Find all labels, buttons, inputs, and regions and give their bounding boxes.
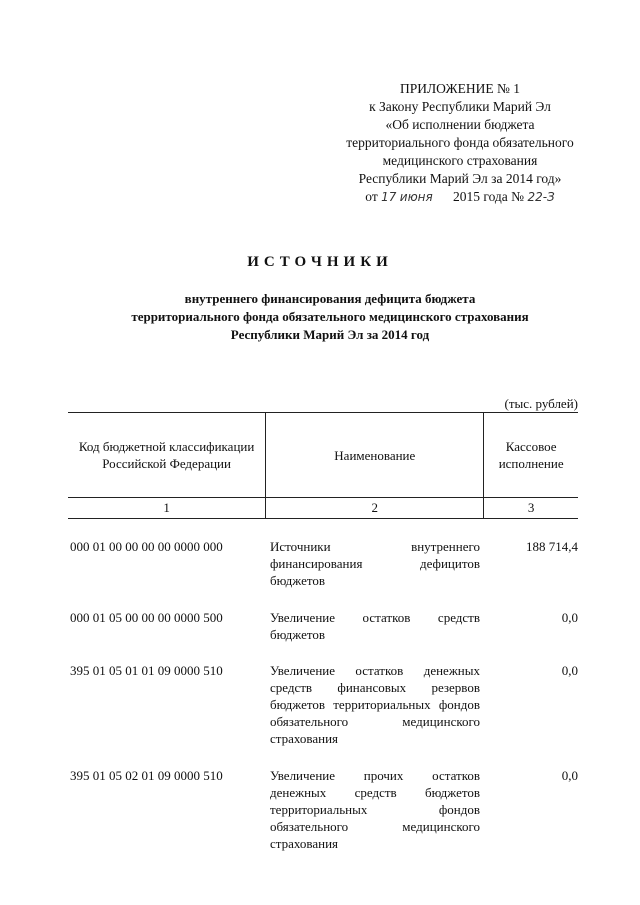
date-month: июня [399, 190, 433, 204]
row-code: 000 01 00 00 00 00 0000 000 [70, 539, 223, 554]
appendix-law-name-line1: «Об исполнении бюджета [385, 117, 535, 132]
table-row [70, 609, 578, 643]
column-number-2: 2 [265, 498, 484, 518]
row-value: 0,0 [561, 663, 578, 678]
appendix-law-name-line2: территориального фонда обязательного [346, 135, 574, 150]
row-value: 0,0 [561, 610, 578, 625]
appendix-law-name-line3: медицинского страхования [382, 153, 538, 168]
document-subtitle [40, 290, 620, 344]
header-value: Кассовое исполнение [498, 439, 564, 471]
row-code: 395 01 05 02 01 09 0000 510 [70, 768, 223, 783]
date-day: 17 [381, 190, 397, 204]
table-header [68, 412, 578, 498]
units-label: (тыс. рублей) [504, 396, 578, 411]
column-number-3: 3 [527, 500, 535, 515]
appendix-law-name-line4: Республики Марий Эл за 2014 год» [358, 171, 562, 186]
subtitle-line2: территориального фонда обязательного медицинского страхования [131, 309, 529, 324]
header-code: Код бюджетной классификации Российской Федерации [78, 439, 255, 471]
appendix-date-line [300, 188, 620, 206]
subtitle-line1: внутреннего финансирования дефицита бюджета [184, 291, 476, 306]
row-code: 395 01 05 01 01 09 0000 510 [70, 663, 223, 678]
document-title: ИСТОЧНИКИ [247, 254, 393, 270]
header-name: Наименование [265, 413, 484, 497]
column-numbers-row [68, 498, 578, 519]
date-year: 2015 года № [453, 189, 525, 204]
row-name: Увеличение остатков средств бюджетов [270, 610, 480, 642]
date-prefix: от [365, 189, 378, 204]
row-name: Источники внутреннего финансирования дефицитов бюджетов [270, 539, 480, 588]
row-value: 188 714,4 [526, 539, 578, 554]
appendix-title: ПРИЛОЖЕНИЕ № 1 [399, 81, 521, 96]
sources-table [68, 412, 578, 519]
table-row [70, 662, 578, 747]
row-name: Увеличение прочих остатков денежных средств бюджетов территориальных фондов обязательного медицинского страхования [270, 768, 480, 851]
row-value: 0,0 [561, 768, 578, 783]
column-number-1: 1 [163, 500, 170, 515]
table-row [70, 767, 578, 852]
row-name: Увеличение остатков денежных средств финансовых резервов бюджетов территориальных фондов обязательного медицинского страхования [270, 663, 480, 746]
row-code: 000 01 05 00 00 00 0000 500 [70, 610, 223, 625]
date-number: 22-З [527, 190, 555, 204]
appendix-law-line: к Закону Республики Марий Эл [369, 99, 551, 114]
table-row [70, 538, 578, 589]
subtitle-line3: Республики Марий Эл за 2014 год [230, 327, 430, 342]
appendix-block [300, 80, 620, 206]
